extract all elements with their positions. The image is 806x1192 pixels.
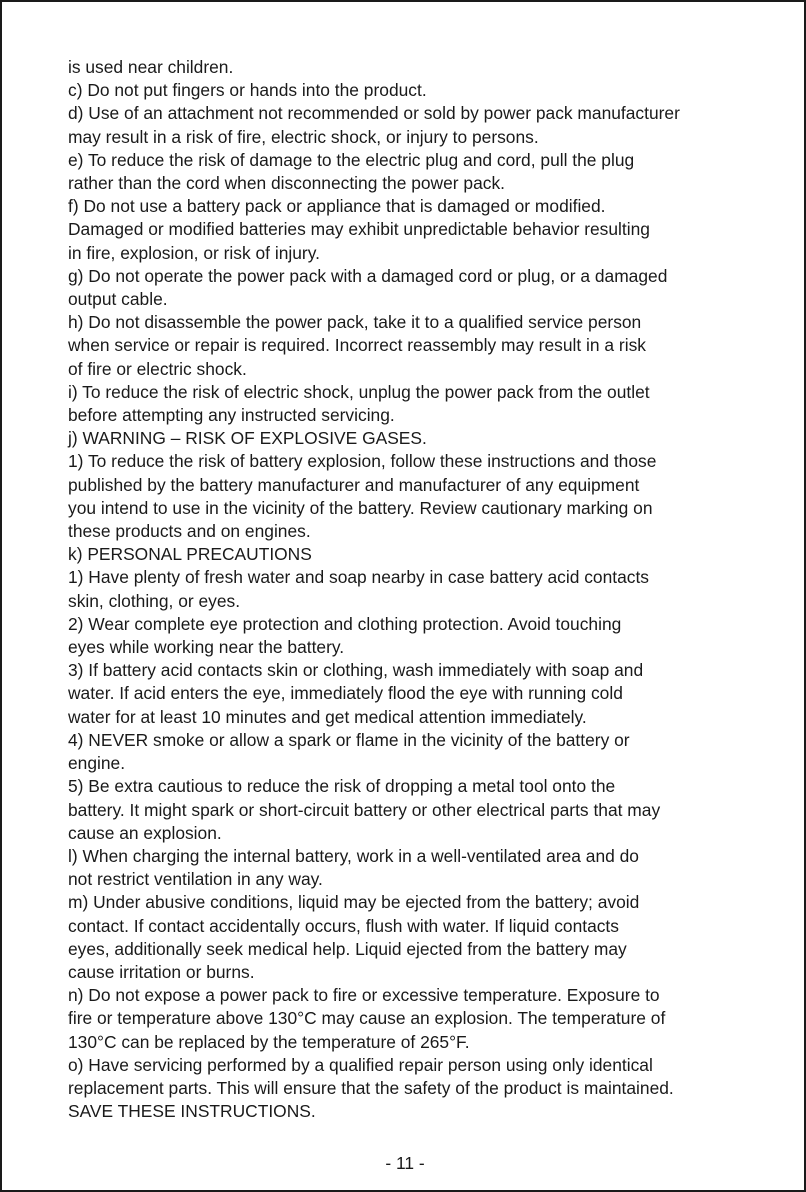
text-line: fire or temperature above 130°C may cause an explosion. The temperature of [68,1008,666,1029]
text-line: these products and on engines. [68,521,311,542]
text-line: Damaged or modified batteries may exhibit unpredictable behavior resulting [68,219,650,240]
text-line: i) To reduce the risk of electric shock, unplug the power pack from the outlet [68,381,650,402]
text-line: h) Do not disassemble the power pack, take it to a qualified service person [68,312,642,333]
text-line: l) When charging the internal battery, work in a well-ventilated area and do [68,845,639,866]
text-line: o) Have servicing performed by a qualified repair person using only identical [68,1054,653,1075]
text-line: f) Do not use a battery pack or appliance that is damaged or modified. [68,196,606,217]
text-line: in fire, explosion, or risk of injury. [68,242,320,263]
text-line: 3) If battery acid contacts skin or clothing, wash immediately with soap and [68,660,644,681]
text-line: eyes, additionally seek medical help. Liquid ejected from the battery may [68,938,627,959]
text-line: contact. If contact accidentally occurs, flush with water. If liquid contacts [68,915,619,936]
text-line: eyes while working near the battery. [68,637,345,658]
text-line: SAVE THESE INSTRUCTIONS. [68,1101,316,1122]
text-line: output cable. [68,289,168,310]
text-line: 1) Have plenty of fresh water and soap nearby in case battery acid contacts [68,567,649,588]
text-line: k) PERSONAL PRECAUTIONS [68,544,312,565]
text-line: 2) Wear complete eye protection and clothing protection. Avoid touching [68,613,622,634]
text-line: c) Do not put fingers or hands into the product. [68,80,427,101]
text-line: g) Do not operate the power pack with a damaged cord or plug, or a damaged [68,265,668,286]
text-line: before attempting any instructed servicing. [68,405,395,426]
text-line: d) Use of an attachment not recommended or sold by power pack manufacturer [68,103,680,124]
safety-instructions-text [68,56,758,1123]
text-line: engine. [68,753,126,774]
text-line: battery. It might spark or short-circuit battery or other electrical parts that may [68,799,661,820]
text-line: rather than the cord when disconnecting the power pack. [68,173,505,194]
text-line: not restrict ventilation in any way. [68,869,323,890]
text-line: is used near children. [68,57,234,77]
text-line: cause irritation or burns. [68,961,255,982]
text-line: 4) NEVER smoke or allow a spark or flame in the vicinity of the battery or [68,729,630,750]
text-line: water. If acid enters the eye, immediately flood the eye with running cold [68,683,623,704]
text-line: water for at least 10 minutes and get medical attention immediately. [68,706,587,727]
text-line: 1) To reduce the risk of battery explosion, follow these instructions and those [68,451,657,472]
text-line: 130°C can be replaced by the temperature of 265°F. [68,1031,470,1052]
text-line: 5) Be extra cautious to reduce the risk of dropping a metal tool onto the [68,776,616,797]
text-line: e) To reduce the risk of damage to the electric plug and cord, pull the plug [68,149,635,170]
text-line: you intend to use in the vicinity of the battery. Review cautionary marking on [68,497,653,518]
text-line: replacement parts. This will ensure that the safety of the product is maintained. [68,1077,674,1098]
text-line: m) Under abusive conditions, liquid may be ejected from the battery; avoid [68,892,640,913]
text-line: n) Do not expose a power pack to fire or excessive temperature. Exposure to [68,985,660,1006]
text-line: may result in a risk of fire, electric shock, or injury to persons. [68,126,539,147]
text-line: published by the battery manufacturer and manufacturer of any equipment [68,474,640,495]
text-line: of fire or electric shock. [68,358,247,379]
text-line: j) WARNING – RISK OF EXPLOSIVE GASES. [68,428,427,449]
text-line: when service or repair is required. Incorrect reassembly may result in a risk [68,335,646,356]
text-line: skin, clothing, or eyes. [68,590,241,611]
page-number: - 11 - [385,1153,425,1173]
text-line: cause an explosion. [68,822,222,843]
